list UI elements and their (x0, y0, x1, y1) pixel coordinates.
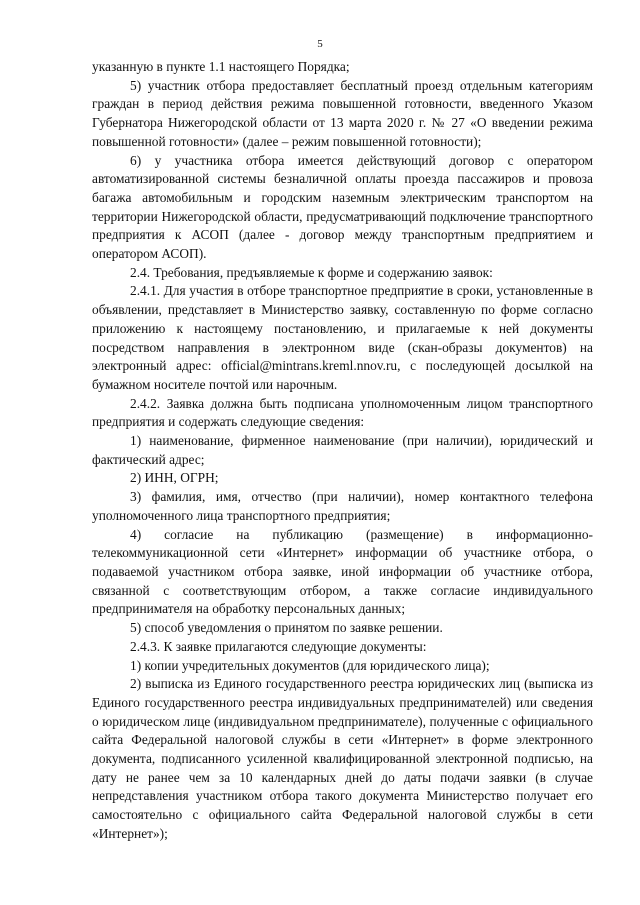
paragraph-2-4-3: 2.4.3. К заявке прилагаются следующие документы: (130, 638, 427, 654)
page-number: 5 (317, 38, 323, 50)
paragraph-2-4-1: 2.4.1. Для участия в отборе транспортное предприятие в сроки, установленные в объявлении, представляет в Министерство заявку, составленную по форме согласно приложению к настоящему постановлению, и прилагаемые к ней документы посредством направления в электронном виде (скан-образы документов) на электронный адрес: official@mintrans.kreml.nnov.ru, с последующей досылкой на бумажном носителе почтой или нарочным. (92, 283, 593, 392)
list-item-5: 5) способ уведомления о принятом по заявке решении. (130, 620, 443, 636)
document-item-2: 2) выписка из Единого государственного реестра юридических лиц (выписка из Единого государственного реестра индивидуальных предпринимателей) или сведения о юридическом лице (индивидуальном предпринимателе), полученные с официального сайта Федеральной налоговой службы в сети «Интернет» в форме электронного документа, подписанного усиленной квалифицированной электронной подписью, на дату не ранее чем за 10 календарных дней до даты подачи заявки (в случае непредставления участником отбора такого документа Министерство получает его самостоятельно с официального сайта Федеральной налоговой службы в сети «Интернет»); (92, 676, 593, 841)
paragraph-2-4-2: 2.4.2. Заявка должна быть подписана уполномоченным лицом транспортного предприятия и содержать следующие сведения: (92, 395, 593, 430)
paragraph-continuation: указанную в пункте 1.1 настоящего Порядка; (92, 59, 350, 74)
document-item-1: 1) копии учредительных документов (для юридического лица); (130, 657, 490, 673)
list-item-4: 4) согласие на публикацию (размещение) в информационно-телекоммуникационной сети «Интернет» информации об участнике отбора, о подаваемой участником отбора заявке, иной информации об участнике отбора, связанной с соответствующим отбором, а также согласие индивидуального предпринимателя на обработку персональных данных; (92, 526, 593, 617)
paragraph-item-6: 6) у участника отбора имеется действующий договор с оператором автоматизированной системы безналичной оплаты проезда пассажиров и провоза багажа автомобильным и городским наземным электрическим транспортом на территории Нижегородской области, предусматривающий подключение транспортного предприятия к АСОП (далее - договор между транспортным предприятием и оператором АСОП). (92, 152, 593, 262)
paragraph-item-5: 5) участник отбора предоставляет бесплатный проезд отдельным категориям граждан в период действия режима повышенной готовности, введенного Указом Губернатора Нижегородской области от 13 марта 2020 г. № 27 «О введении режима повышенной готовности» (далее – режим повышенной готовности); (92, 77, 593, 149)
document-body (92, 58, 593, 844)
list-item-1: 1) наименование, фирменное наименование (при наличии), юридический и фактический адрес; (92, 433, 593, 467)
list-item-3: 3) фамилия, имя, отчество (при наличии), номер контактного телефона уполномоченного лица транспортного предприятия; (92, 489, 593, 523)
section-heading-2-4: 2.4. Требования, предъявляемые к форме и содержанию заявок: (130, 264, 493, 280)
list-item-2: 2) ИНН, ОГРН; (130, 470, 219, 486)
